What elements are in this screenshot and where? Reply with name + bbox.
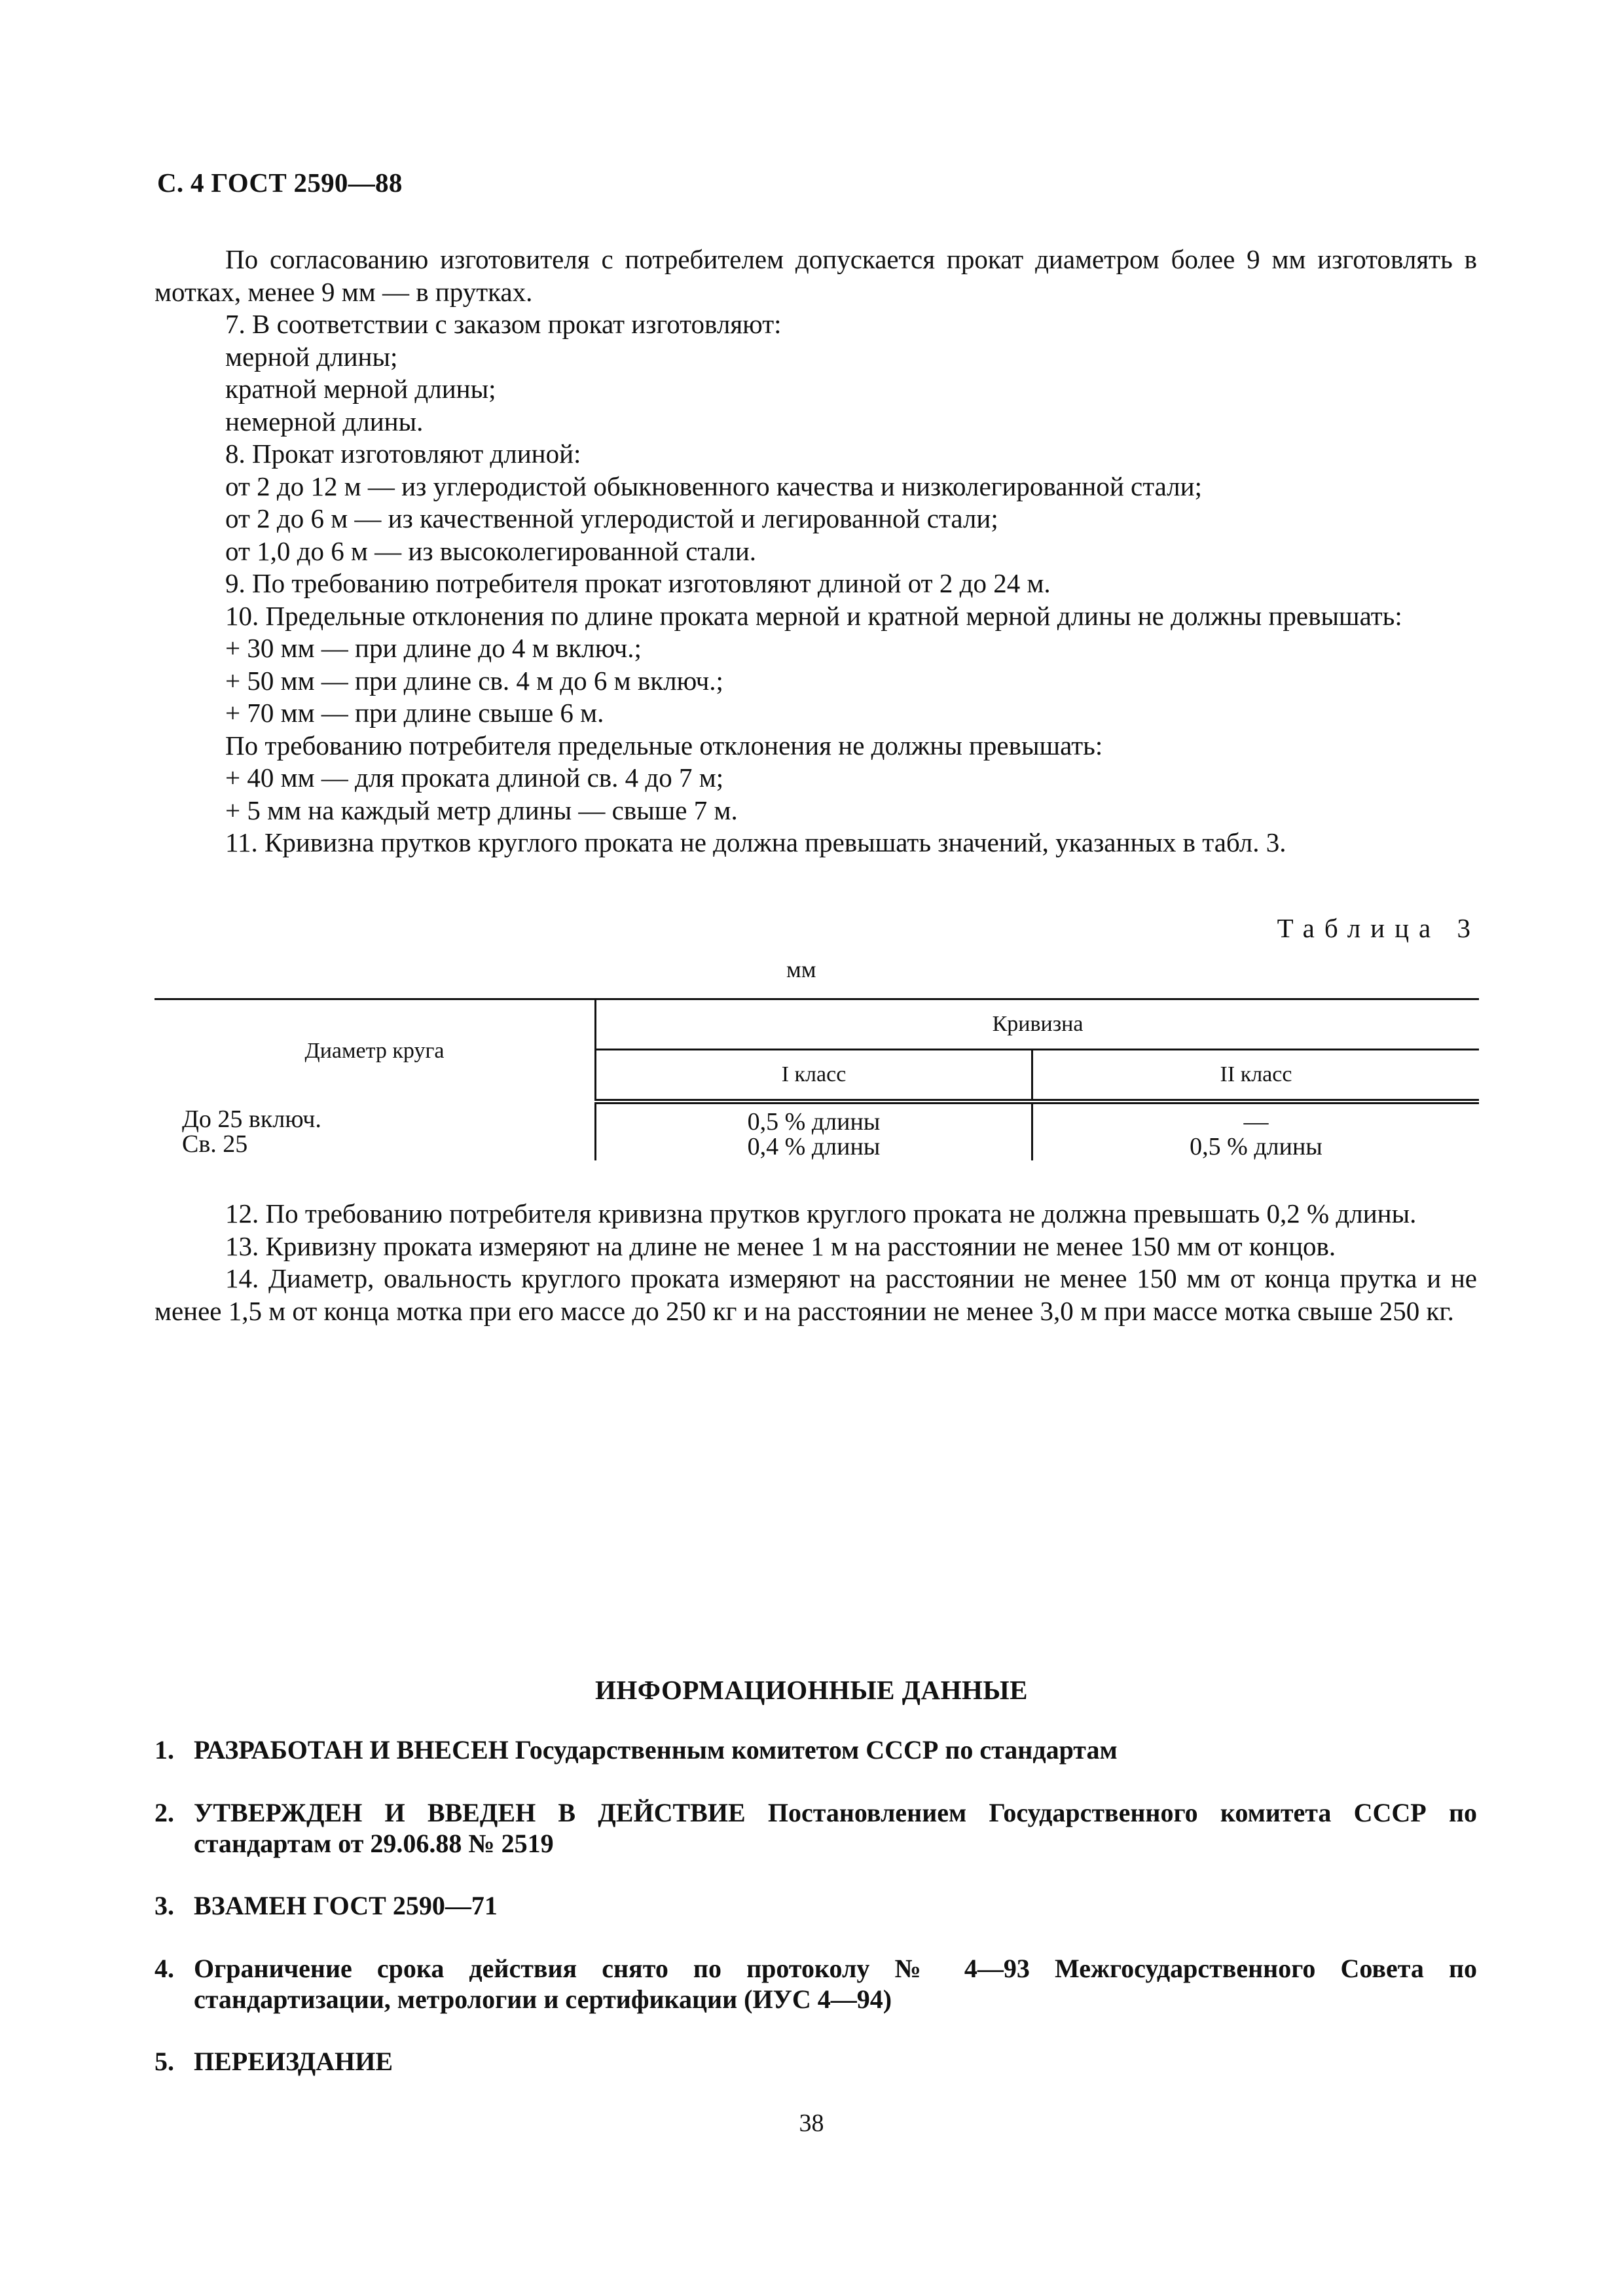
clause-13: 13. Кривизну проката измеряют на длине не менее 1 м на расстоянии не менее 150 мм от концов.	[225, 1230, 1336, 1261]
class-1-value: 0,4 % длины	[747, 1133, 881, 1160]
diameter-value: До 25 включ.	[182, 1105, 321, 1133]
curvature-table	[155, 998, 1479, 1160]
list-item: + 70 мм — при длине свыше 6 м.	[225, 698, 604, 728]
info-item-text: ВЗАМЕН ГОСТ 2590—71	[194, 1891, 498, 1920]
class-2-value: —	[1243, 1108, 1269, 1136]
list-item: + 30 мм — при длине до 4 м включ.;	[225, 633, 642, 663]
table-cell	[1032, 1102, 1480, 1160]
body-text-bottom	[155, 1198, 1477, 1327]
table-cell	[155, 1102, 596, 1160]
clause-8: 8. Прокат изготовляют длиной:	[225, 439, 581, 469]
page-number: 38	[799, 2109, 824, 2137]
list-item: По требованию потребителя предельные отклонения не должны превышать:	[225, 730, 1103, 761]
paragraph: По согласованию изготовителя с потребителем допускается прокат диаметром более 9 мм изготовлять в мотках, менее 9 мм — в прутках.	[155, 244, 1477, 307]
info-item-number: 2.	[155, 1798, 174, 1827]
info-heading: ИНФОРМАЦИОННЫЕ ДАННЫЕ	[595, 1675, 1028, 1705]
class-2-value: 0,5 % длины	[1190, 1133, 1322, 1160]
table-row	[155, 1102, 1479, 1160]
class-1-value: 0,5 % длины	[747, 1108, 881, 1136]
table-cell	[596, 1102, 1032, 1160]
table-unit: мм	[786, 956, 816, 982]
info-item	[155, 1890, 1477, 1921]
column-header-class-1: I класс	[596, 1050, 1032, 1102]
list-item: от 1,0 до 6 м — из высоколегированной стали.	[225, 535, 757, 566]
info-item-text: Ограничение срока действия снято по протоколу № 4—93 Межгосударственного Совета по стандартизации, метрологии и сертификации (ИУС 4—94)	[194, 1954, 1477, 2014]
list-item: от 2 до 12 м — из углеродистой обыкновенного качества и низколегированной стали;	[225, 471, 1202, 501]
list-item: от 2 до 6 м — из качественной углеродистой и легированной стали;	[225, 503, 998, 533]
list-item: немерной длины.	[225, 406, 424, 437]
info-item-text: УТВЕРЖДЕН И ВВЕДЕН В ДЕЙСТВИЕ Постановлением Государственного комитета СССР по стандартам от 29.06.88 № 2519	[194, 1798, 1477, 1858]
list-item: мерной длины;	[225, 341, 398, 372]
clause-10: 10. Предельные отклонения по длине проката мерной и кратной мерной длины не должны превышать:	[225, 600, 1402, 631]
list-item: кратной мерной длины;	[225, 374, 496, 404]
column-header-diameter: Диаметр круга	[155, 999, 596, 1102]
clause-14: 14. Диаметр, овальность круглого проката измеряют на расстоянии не менее 150 мм от конца прутка и не менее 1,5 м от конца мотка при его массе до 250 кг и на расстоянии не менее 3,0 м при массе мотка свыше 250 кг.	[155, 1263, 1477, 1326]
clause-7: 7. В соответствии с заказом прокат изготовляют:	[225, 309, 782, 339]
clause-11: 11. Кривизна прутков круглого проката не должна превышать значений, указанных в табл. 3.	[225, 827, 1286, 857]
info-item-number: 1.	[155, 1735, 174, 1765]
info-item	[155, 1797, 1477, 1859]
list-item: + 50 мм — при длине св. 4 м до 6 м включ.;	[225, 665, 723, 696]
info-item-number: 5.	[155, 2047, 174, 2076]
info-list	[155, 1734, 1477, 2077]
info-item-text: ПЕРЕИЗДАНИЕ	[194, 2047, 393, 2076]
diameter-value: Св. 25	[182, 1130, 248, 1158]
info-item	[155, 1953, 1477, 2015]
list-item: + 40 мм — для проката длиной св. 4 до 7 м;	[225, 762, 724, 793]
table-title: Таблица 3	[1277, 913, 1480, 943]
info-item-number: 4.	[155, 1954, 174, 1983]
info-item	[155, 1734, 1477, 1765]
column-header-curvature: Кривизна	[992, 1012, 1084, 1036]
column-header-class-2: II класс	[1032, 1050, 1480, 1102]
info-item-number: 3.	[155, 1891, 174, 1920]
info-item-text: РАЗРАБОТАН И ВНЕСЕН Государственным комитетом СССР по стандартам	[194, 1735, 1118, 1765]
body-text-top	[155, 243, 1477, 859]
page-header: С. 4 ГОСТ 2590—88	[157, 168, 403, 198]
list-item: + 5 мм на каждый метр длины — свыше 7 м.	[225, 795, 738, 825]
clause-12: 12. По требованию потребителя кривизна прутков круглого проката не должна превышать 0,2 % длины.	[225, 1198, 1417, 1229]
clause-9: 9. По требованию потребителя прокат изготовляют длиной от 2 до 24 м.	[225, 568, 1051, 598]
info-item	[155, 2046, 1477, 2077]
